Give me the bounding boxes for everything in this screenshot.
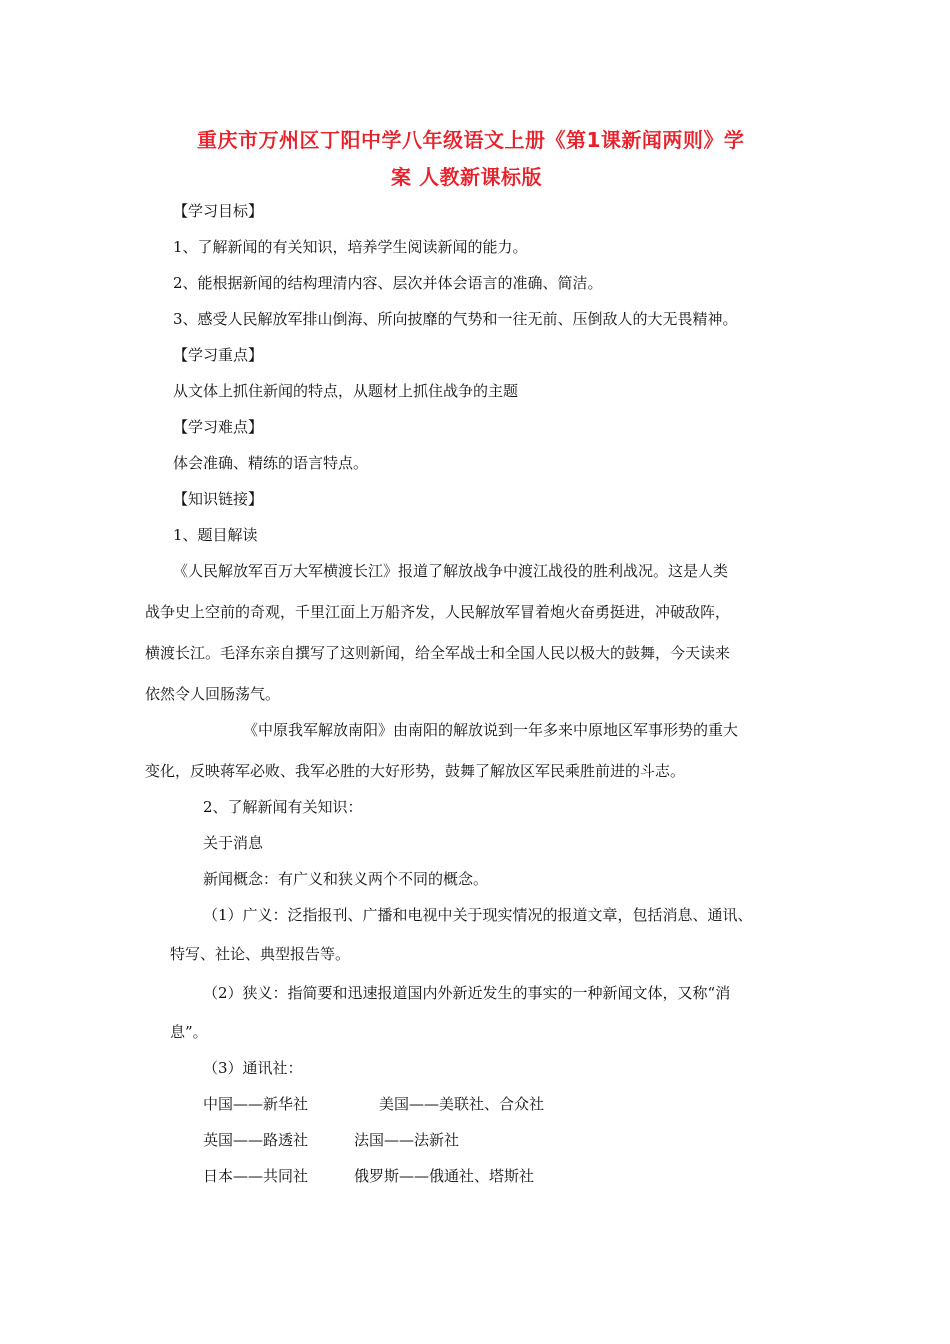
link-heading: 【知识链接】 xyxy=(173,490,264,508)
para1-line-1: 《人民解放军百万大军横渡长江》报道了解放战争中渡江战役的胜利战况。这是人类 xyxy=(173,562,729,580)
para1-line-4: 依然令人回肠荡气。 xyxy=(145,685,281,703)
para2-line-1: 《中原我军解放南阳》由南阳的解放说到一年多来中原地区军事形势的重大 xyxy=(243,721,739,739)
agency-japan: 日本——共同社 xyxy=(203,1167,309,1185)
para2-line-2: 变化，反映蒋军必败、我军必胜的大好形势，鼓舞了解放区军民乘胜前进的斗志。 xyxy=(145,762,686,780)
title-line-2: 案 人教新课标版 xyxy=(391,165,542,189)
goal-2: 2、能根据新闻的结构理清内容、层次并体会语言的准确、简洁。 xyxy=(173,274,603,292)
agency-usa: 美国——美联社、合众社 xyxy=(379,1095,545,1113)
goals-heading: 【学习目标】 xyxy=(173,202,264,220)
about-news: 关于消息 xyxy=(203,834,264,852)
broad-line-1: （1）广义：泛指报刊、广播和电视中关于现实情况的报道文章，包括消息、通讯、 xyxy=(203,906,753,924)
focus-text: 从文体上抓住新闻的特点，从题材上抓住战争的主题 xyxy=(173,382,519,400)
goal-3: 3、感受人民解放军排山倒海、所向披靡的气势和一往无前、压倒敌人的大无畏精神。 xyxy=(173,310,738,328)
goal-1: 1、了解新闻的有关知识，培养学生阅读新闻的能力。 xyxy=(173,238,528,256)
para1-line-3: 横渡长江。毛泽东亲自撰写了这则新闻，给全军战士和全国人民以极大的鼓舞，今天读来 xyxy=(145,644,731,662)
agency-france: 法国——法新社 xyxy=(354,1131,460,1149)
difficulty-text: 体会准确、精练的语言特点。 xyxy=(173,454,369,472)
narrow-line-1: （2）狭义：指简要和迅速报道国内外新近发生的事实的一种新闻文体，又称“消 xyxy=(203,984,731,1002)
agency-heading: （3）通讯社： xyxy=(203,1059,303,1077)
narrow-line-2: 息”。 xyxy=(170,1023,208,1041)
agency-russia: 俄罗斯——俄通社、塔斯社 xyxy=(354,1167,535,1185)
para1-line-2: 战争史上空前的奇观，千里江面上万船齐发，人民解放军冒着炮火奋勇挺进，冲破敌阵， xyxy=(145,603,731,621)
difficulty-heading: 【学习难点】 xyxy=(173,418,264,436)
title-line-1: 重庆市万州区丁阳中学八年级语文上册《第1课新闻两则》学 xyxy=(197,128,745,152)
focus-heading: 【学习重点】 xyxy=(173,346,264,364)
news-concept: 新闻概念：有广义和狭义两个不同的概念。 xyxy=(203,870,489,888)
item-1: 1、题目解读 xyxy=(173,526,258,544)
broad-line-2: 特写、社论、典型报告等。 xyxy=(170,945,351,963)
agency-uk: 英国——路透社 xyxy=(203,1131,309,1149)
agency-china: 中国——新华社 xyxy=(203,1095,309,1113)
item-2: 2、了解新闻有关知识： xyxy=(203,798,363,816)
